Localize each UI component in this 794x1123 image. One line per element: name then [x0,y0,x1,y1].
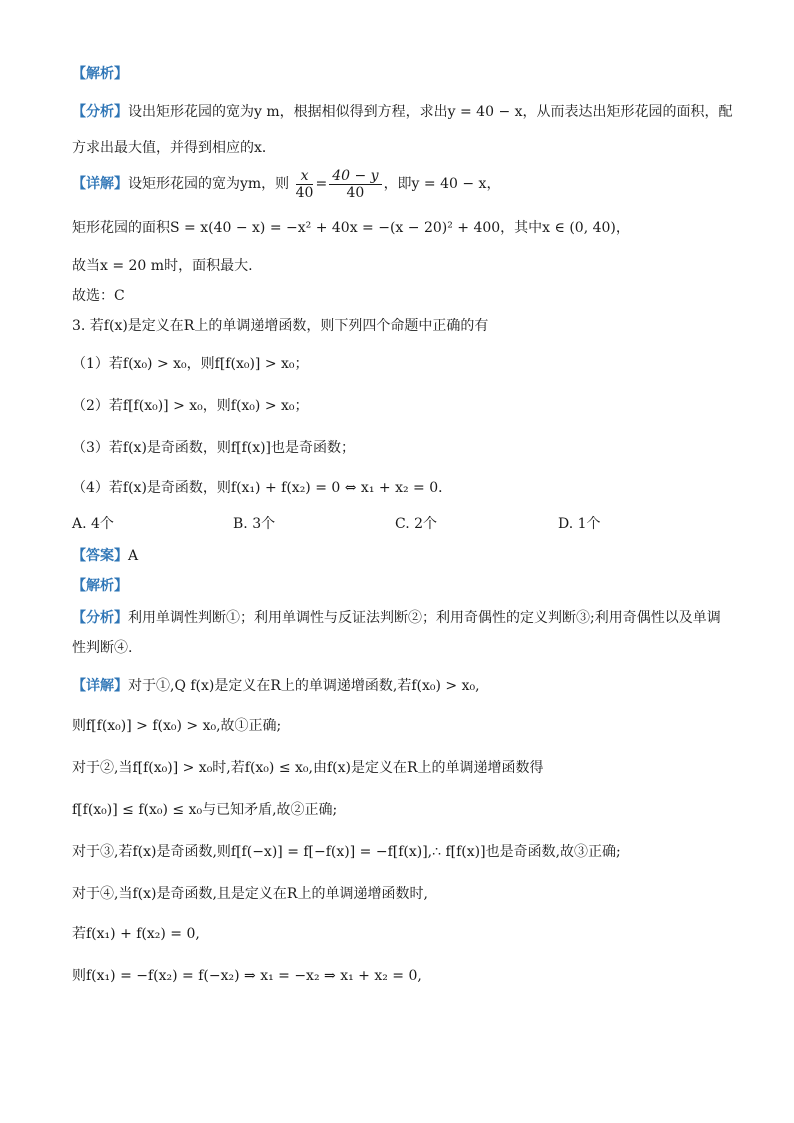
detail-line: 对于③,若f(x)是奇函数,则f[f(−x)] = f[−f(x)] = −f[f(x)],∴ f[f(x)]也是奇函数,故③正确; [72,844,621,860]
fraction-left-num: x [296,168,314,185]
option-d: D. 1个 [558,516,601,532]
detail-line: 对于②,当f[f(x₀)] > x₀时,若f(x₀) ≤ x₀,由f(x)是定义在R上的单调递增函数得 [72,760,544,776]
answer-line [72,546,734,566]
fraction-left [296,168,314,201]
detail-tag: 【详解】 [72,176,128,192]
conclusion-line: 故当x = 20 m时，面积最大. [72,258,253,274]
detail-text-after: ，即y = 40 − x， [383,176,501,192]
analysis-paragraph-2 [72,608,734,628]
analysis-paragraph [72,102,734,122]
question-item: （2）若f[f(x₀)] > x₀，则f(x₀) > x₀； [72,398,309,414]
analysis-heading: 【解析】 [72,66,128,82]
option-c: C. 2个 [395,516,438,532]
question-item: （3）若f(x)是奇函数，则f[f(x)]也是奇函数； [72,440,356,456]
analysis-tag-2: 【分析】 [72,610,128,626]
option-b: B. 3个 [233,516,276,532]
detail-line: f[f(x₀)] ≤ f(x₀) ≤ x₀与已知矛盾,故②正确; [72,802,338,818]
analysis-text-2: 利用单调性判断①；利用单调性与反证法判断②；利用奇偶性的定义判断③;利用奇偶性以及单调 [128,610,721,626]
detail-line: 对于④,当f(x)是奇函数,且是定义在R上的单调递增函数时, [72,886,428,902]
fraction-left-den: 40 [295,184,314,201]
analysis-text: 设出矩形花园的宽为y m，根据相似得到方程，求出y = 40 − x，从而表达出矩形花园的面积，配 [128,104,733,120]
detail-paragraph [72,166,734,202]
fraction-right-num: 40 − y [329,168,381,185]
fraction-right [329,168,381,201]
detail-text-2: 对于①,Q f(x)是定义在R上的单调递增函数,若f(x₀) > x₀, [128,678,480,694]
equals-sign: = [315,176,328,192]
analysis-paragraph-2-cont: 性判断④. [72,640,133,656]
detail-tag-2: 【详解】 [72,678,128,694]
answer-value: A [128,548,139,564]
analysis-heading-2: 【解析】 [72,578,128,594]
question-item: （1）若f(x₀) > x₀，则f[f(x₀)] > x₀； [72,356,309,372]
detail-line: 则f[f(x₀)] > f(x₀) > x₀,故①正确; [72,718,282,734]
question-stem: 3. 若f(x)是定义在R上的单调递增函数，则下列四个命题中正确的有 [72,318,489,334]
option-a: A. 4个 [72,516,114,532]
detail-paragraph-2 [72,676,734,696]
detail-line: 则f(x₁) = −f(x₂) = f(−x₂) ⇒ x₁ = −x₂ ⇒ x₁ + x₂ = 0, [72,968,422,984]
question-item: （4）若f(x)是奇函数，则f(x₁) + f(x₂) = 0 ⇔ x₁ + x₂ = 0． [72,480,453,496]
fraction-right-den: 40 [346,184,365,201]
choice-line: 故选：C [72,288,125,304]
detail-line: 若f(x₁) + f(x₂) = 0, [72,926,200,942]
area-formula-line: 矩形花园的面积S = x(40 − x) = −x² + 40x = −(x − 20)² + 400，其中x ∈ (0, 40)， [72,220,630,236]
answer-tag: 【答案】 [72,548,128,564]
analysis-tag: 【分析】 [72,104,128,120]
detail-text-before: 设矩形花园的宽为ym，则 [128,176,290,192]
analysis-paragraph-cont: 方求出最大值，并得到相应的x． [72,140,276,156]
